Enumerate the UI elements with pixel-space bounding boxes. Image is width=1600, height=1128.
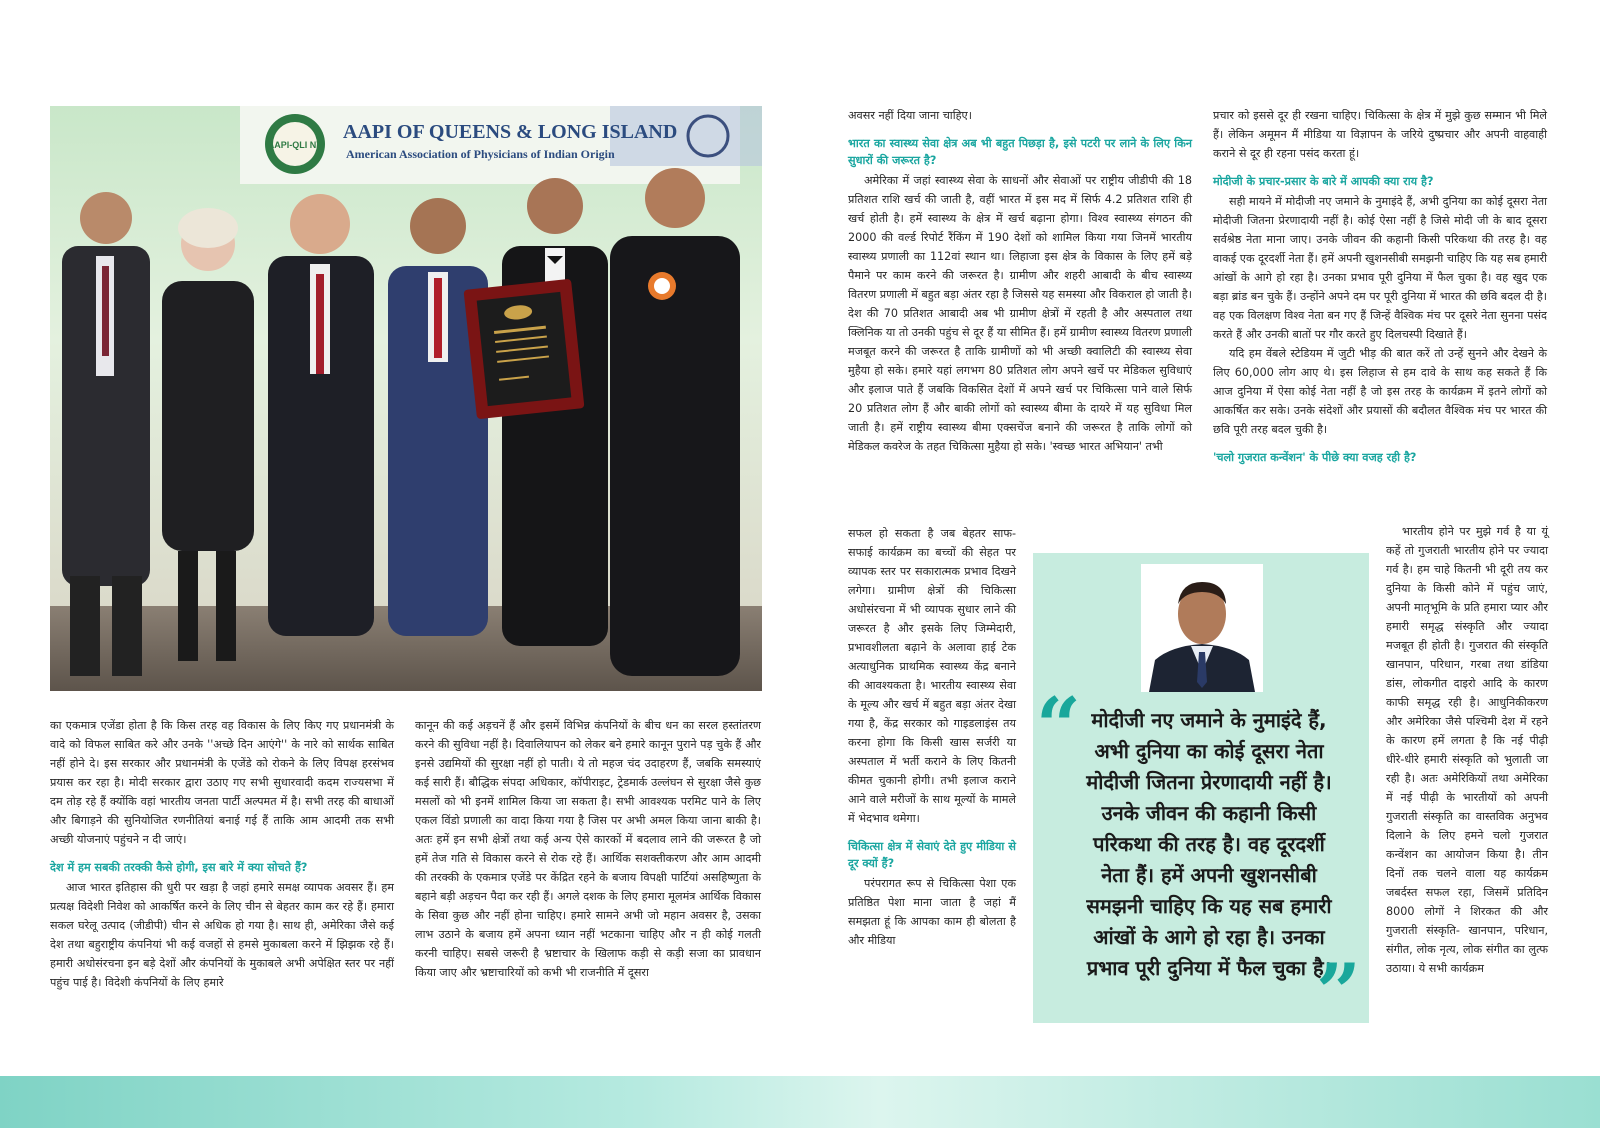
portrait-illustration [1141,564,1263,692]
open-quote-icon: “ [1036,681,1081,772]
award-plaque [464,279,585,420]
person-6 [610,168,740,676]
body-paragraph: आज भारत इतिहास की धुरी पर खड़ा है जहां हमारे समक्ष व्यापक अवसर हैं। हम प्रत्यक्ष विदेशी निवेश को आकर्षित करने के लिए चीन से बेहतर काम कर रहे हैं। हमारा सकल घरेलू उत्पाद (जीडीपी) चीन से अधिक हो गया है। साथ ही, अमेरिका जैसे कई देश तथा बहुराष्ट्रीय कंपनियां भी कई वजहों से हमसे मुकाबला करने में झिझक रहे हैं। हमारी अधोसंरचना इन बड़े देशों और कंपनियों के मुकाबले अभी अपेक्षित स्तर पर नहीं पहुंच पाई है। विदेशी कंपनियों के लिए हमारे [50,881,394,989]
body-paragraph: प्रचार को इससे दूर ही रखना चाहिए। चिकित्सा के क्षेत्र में मुझे कुछ सम्मान भी मिले हैं। लेकिन अमूमन मैं मीडिया या विज्ञापन के जरिये दुष्प्रचार और अपनी वाहवाही कराने से दूर ही रहना पसंद करता हूं। [1213,109,1547,160]
body-paragraph: सही मायने में मोदीजी नए जमाने के नुमाइंदे हैं, अभी दुनिया का कोई दूसरा नेता मोदीजी जितना प्रेरणादायी नहीं है। कोई ऐसा नहीं है जिसे मोदी जी के बाद दूसरा सर्वश्रेष्ठ नेता माना जाए। उनके जीवन की कहानी किसी परिकथा की तरह है। वह वाकई एक दूरदर्शी नेता हैं। हमें अपनी खुशनसीबी समझनी चाहिए कि यह सब हमारी आंखों के आगे हो रहा है। उनका प्रभाव पूरी दुनिया में फैल चुका है। वह खुद एक बड़ा ब्रांड बन चुके हैं। उन्होंने अपने दम पर पूरी दुनिया में भारत की छवि बदल दी है। वह एक विलक्षण विश्व नेता बन गए हैं जिन्हें वैश्विक मंच पर दूसरे नेता सुनना पसंद करते हैं और उनकी बातों पर गौर करते हुए दिलचस्पी दिखाते हैं। [1213,195,1547,341]
article-column-3-narrow [848,524,1016,950]
banner-title: AAPI OF QUEENS & LONG ISLAND [343,121,678,143]
body-paragraph: यदि हम वेंबले स्टेडियम में जुटी भीड़ की बात करें तो उन्हें सुनने और देखने के लिए 60,000 लोग आए थे। इस लिहाज से हम दावे के साथ कह सकते हैं कि आज दुनिया में ऐसा कोई नेता नहीं है जो इस तरह के कार्यक्रम में इतने लोगों को आकर्षित कर सके। उनके संदेशों और प्रयासों की बदौलत वैश्विक मंच पर भारत की छवि पूरी तरह बदल चुकी है। [1213,347,1547,436]
interviewee-portrait [1141,564,1263,692]
footer-band [0,1076,1600,1128]
award-photo-illustration [50,106,762,691]
body-paragraph: अवसर नहीं दिया जाना चाहिए। [848,109,972,122]
body-paragraph: कानून की कई अड़चनें हैं और इसमें विभिन्न कंपनियों के बीच धन का सरल हस्तांतरण करने की सुविधा नहीं है। दिवालियापन को लेकर बने हमारे कानून पुराने पड़ चुके हैं और इनसे उद्यमियों की सुरक्षा नहीं हो पाती। ये तो महज चंद उदाहरण हैं, जबकि समस्याएं कई सारी हैं। बौद्धिक संपदा अधिकार, कॉपीराइट, ट्रेडमार्क उल्लंघन से सुरक्षा जैसे कुछ मसलों को भी इनमें शामिल किया जा सकता है। सभी आवश्यक परमिट पाने के लिए एकल विंडो प्रणाली का वादा किया गया है जिस पर अभी अमल किया जाना बाकी है। अतः हमें इन सभी क्षेत्रों तथा कई अन्य ऐसे कारकों में बदलाव लाने की जरूरत है जो हमें तेज गति से विकास करने से रोक रहे हैं। आर्थिक सशक्तीकरण और आम आदमी की तरक्की के एकमात्र एजेंडे पर केंद्रित रहने के बजाय विपक्षी पार्टियां असहिष्णुता के बहाने बड़ी अड़चन पैदा कर रही हैं। अगले दशक के लिए हमारा मूलमंत्र आर्थिक विकास के सिवा कुछ और नहीं होना चाहिए। हमारे सामने अभी जो महान अवसर है, उसका लाभ उठाने के बजाय हमें अपना ध्यान नहीं भटकाना चाहिए और न ही कोई गलती करनी चाहिए। सबसे जरूरी है भ्रष्टाचार के खिलाफ कड़ी से कड़ी सजा का प्रावधान किया जाए और भ्रष्टाचारियों को कभी भी राजनीति में दूसरा [415,719,761,979]
seal-text: AAPI-QLI NY [267,140,323,150]
award-ceremony-photo [50,106,762,691]
interview-question: 'चलो गुजरात कन्वेंशन' के पीछे क्या वजह रही है? [1213,451,1417,464]
pull-quote-text: मोदीजी नए जमाने के नुमाइंदे हैं, अभी दुनिया का कोई दूसरा नेता मोदीजी जितना प्रेरणादायी नहीं है। उनके जीवन की कहानी किसी परिकथा की तरह है। वह दूरदर्शी नेता हैं। हमें अपनी खुशनसीबी समझनी चाहिए कि यह सब हमारी आंखों के आगे हो रहा है। उनका प्रभाव पूरी दुनिया में फैल चुका है। [1086,708,1332,980]
article-column-2 [415,716,761,982]
person-3 [268,194,374,636]
interview-question: चिकित्सा क्षेत्र में सेवाएं देते हुए मीडिया से दूर क्यों हैं? [848,840,1016,870]
close-quote-icon: ” [1316,947,1361,1038]
body-paragraph: भारतीय होने पर मुझे गर्व है या यूं कहें तो गुजराती भारतीय होने पर ज्यादा गर्व है। हम चाहे कितनी भी दूरी तय कर दुनिया के किसी कोने में पहुंच जाएं, अपनी मातृभूमि के प्रति हमारा प्यार और हमारी समृद्ध संस्कृति और ज्यादा मजबूत ही होती है। गुजरात की संस्कृति खानपान, परिधान, गरबा तथा डांडिया डांस, लोकगीत दाइरो आदि के कारण काफी समृद्ध रही है। आधुनिकीकरण और अमेरिका जैसे पश्चिमी देश में रहने के कारण हमें लगता है कि नई पीढ़ी धीरे-धीरे हमारी संस्कृति को भुलाती जा रही है। अतः अमेरिकियों तथा अमेरिका में नई पीढ़ी के भारतीयों को अपनी गुजराती संस्कृति का वास्तविक अनुभव दिलाने के लिए हमने चलो गुजरात कन्वेंशन का आयोजन किया है। तीन दिनों तक चलने वाला यह कार्यक्रम जबर्दस्त सफल रहा, जिसमें प्रतिदिन 8000 लोगों ने शिरकत की और गुजराती संस्कृति- खानपान, परिधान, संगीत, लोक नृत्य, लोक संगीत का लुत्फ उठाया। ये सभी कार्यक्रम [1386,525,1548,975]
banner-subtitle: American Association of Physicians of Indian Origin [346,147,615,161]
body-paragraph: अमेरिका में जहां स्वास्थ्य सेवा के साधनों और सेवाओं पर राष्ट्रीय जीडीपी की 18 प्रतिशत राशि खर्च की जाती है, वहीं भारत में इस मद में सिर्फ 4.2 प्रतिशत राशि ही खर्च होती है। हमें स्वास्थ्य के क्षेत्र में खर्च बढ़ाना होगा। विश्व स्वास्थ्य संगठन की 2000 की वर्ल्ड रिपोर्ट रैंकिंग में 190 देशों को शामिल किया गया जिनमें भारतीय स्वास्थ्य प्रणाली का 112वां स्थान था। लिहाजा इस क्षेत्र के विकास के लिए हमें बड़े पैमाने पर काम करने की जरूरत है। ग्रामीण और शहरी आबादी के बीच स्वास्थ्य वितरण प्रणाली में बहुत बड़ा अंतर रहा है जिससे यह समस्या और विकराल हो जाती है। देश की 70 प्रतिशत आबादी अब भी ग्रामीण क्षेत्रों में रहती है और अस्पताल तथा क्लिनिक या तो उनकी पहुंच से दूर हैं या सीमित हैं। हमें ग्रामीण स्वास्थ्य वितरण प्रणाली मजबूत करने की जरूरत है ताकि ग्रामीणों को भी अच्छी क्वालिटी की स्वास्थ्य सेवा मुहैया हो सके। हमारे यहां लगभग 80 प्रतिशत लोग अपने खर्चे पर मेडिकल सुविधाएं और इलाज पाते हैं जबकि विकसित देशों में अपने खर्च पर चिकित्सा पाने वाले सिर्फ 20 प्रतिशत लोग हैं और बाकी लोगों को स्वास्थ्य बीमा के दायरे में यह सुविधा मिल जाती है। हमें राष्ट्रीय स्वास्थ्य बीमा एक्सचेंज बनाने की जरूरत है ताकि लोगों को मेडिकल कवरेज के तहत चिकित्सा मुहैया हो सके। 'स्वच्छ भारत अभियान' तभी [848,174,1192,453]
interview-question: देश में हम सबकी तरक्की कैसे होगी, इस बारे में क्या सोचते हैं? [50,861,308,874]
body-paragraph: सफल हो सकता है जब बेहतर साफ-सफाई कार्यक्रम का बच्चों की सेहत पर व्यापक स्तर पर सकारात्मक प्रभाव दिखने लगेगा। ग्रामीण क्षेत्रों की चिकित्सा अधोसंरचना में भी व्यापक सुधार लाने की जरूरत है और इसके लिए जिम्मेदारी, प्रभावशीलता बढ़ाने के अलावा हाई टेक अत्याधुनिक प्राथमिक स्वास्थ्य केंद्र बनाने की आवश्यकता है। भारतीय स्वास्थ्य सेवा के मूल्य और खर्च में बहुत बड़ा अंतर देखा गया है, केंद्र सरकार को गाइडलाइंस तय करना होगा कि किसी खास सर्जरी या अस्पताल में भर्ती कराने के लिए कितनी कीमत चुकानी होगी। तभी इलाज कराने आने वाले मरीजों के साथ मूल्यों के मामले में भेदभाव थमेगा। [848,527,1016,825]
interview-question: मोदीजी के प्रचार-प्रसार के बारे में आपकी क्या राय है? [1213,175,1434,188]
article-column-4 [1213,106,1547,468]
body-paragraph: का एकमात्र एजेंडा होता है कि किस तरह वह विकास के लिए किए गए प्रधानमंत्री के वादे को विफल साबित करे और उनके ''अच्छे दिन आएंगे'' के नारे को सार्थक साबित नहीं होने दे। इस सरकार और प्रधानमंत्री के एजेंडे को रोकने के लिए विपक्ष हरसंभव प्रयास कर रहा है। मोदी सरकार द्वारा उठाए गए सभी सुधारवादी कदम राज्यसभा में दम तोड़ रहे हैं क्योंकि वहां भारतीय जनता पार्टी अल्पमत में है। सभी तरह की बाधाओं और बिगाड़ने की सुनियोजित रणनीतियां बनाई गई हैं ताकि आम आदमी तक सभी अच्छी योजनाएं पहुंचने न दी जाएं। [50,719,394,846]
article-column-4-narrow [1386,522,1548,978]
article-column-1 [50,716,394,992]
body-paragraph: परंपरागत रूप से चिकित्सा पेशा एक प्रतिष्ठित पेशा माना जाता है जहां मैं समझता हूं कि आपका काम ही बोलता है और मीडिया [848,877,1016,947]
article-column-3 [848,106,1192,456]
interview-question: भारत का स्वास्थ्य सेवा क्षेत्र अब भी बहुत पिछड़ा है, इसे पटरी पर लाने के लिए किन सुधारों की जरूरत है? [848,137,1192,167]
